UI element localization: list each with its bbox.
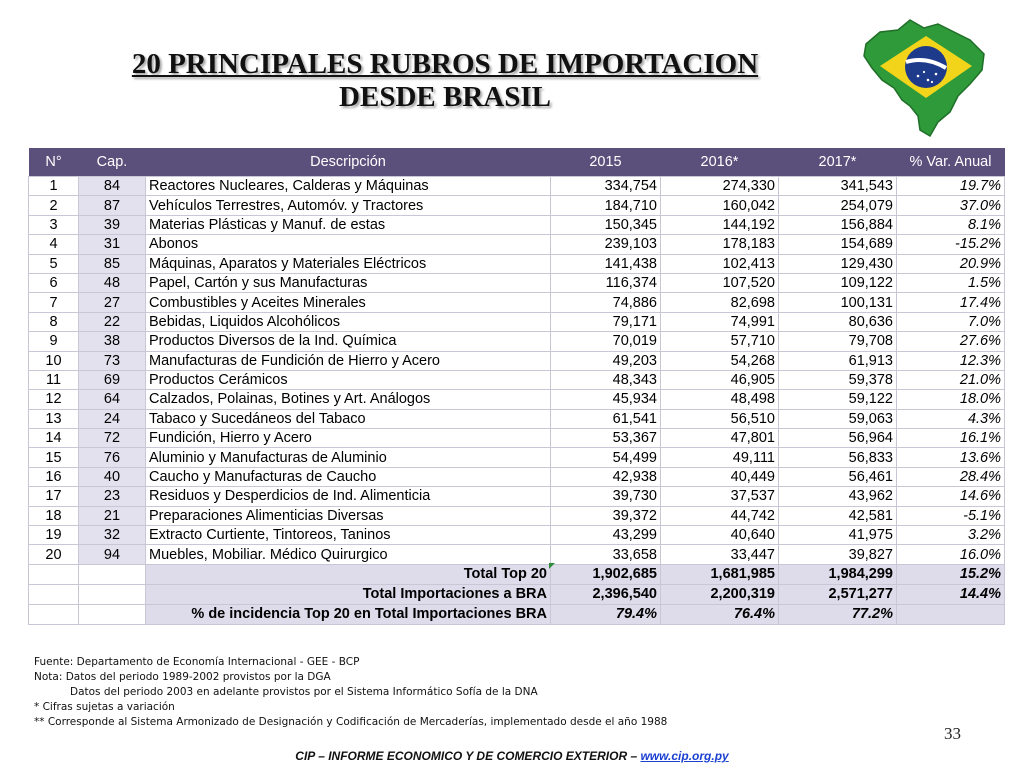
- summary-label: % de incidencia Top 20 en Total Importaciones BRA: [146, 604, 551, 624]
- row-2015: 334,754: [551, 177, 661, 196]
- row-cap: 94: [79, 545, 146, 564]
- table-row: [29, 390, 1005, 409]
- row-var: 8.1%: [897, 215, 1005, 234]
- header-2015: 2015: [551, 148, 661, 177]
- row-description: Vehículos Terrestres, Automóv. y Tractores: [146, 196, 551, 215]
- summary-2017: 77.2%: [779, 604, 897, 624]
- row-2016: 49,111: [661, 448, 779, 467]
- row-2016: 274,330: [661, 177, 779, 196]
- row-2016: 82,698: [661, 293, 779, 312]
- flag-star: [923, 71, 925, 73]
- row-2017: 80,636: [779, 312, 897, 331]
- row-cap: 40: [79, 467, 146, 486]
- row-2016: 47,801: [661, 429, 779, 448]
- row-cap: 38: [79, 332, 146, 351]
- row-var: 12.3%: [897, 351, 1005, 370]
- note-dna: Datos del periodo 2003 en adelante provistos por el Sistema Informático Sofía de la DNA: [70, 686, 538, 698]
- page-number: 33: [944, 724, 961, 743]
- row-2015: 70,019: [551, 332, 661, 351]
- summary-label: Total Top 20: [146, 564, 551, 584]
- row-2016: 48,498: [661, 390, 779, 409]
- row-cap: 32: [79, 526, 146, 545]
- row-var: -15.2%: [897, 235, 1005, 254]
- row-number: 9: [29, 332, 79, 351]
- footer: [0, 749, 1024, 763]
- row-description: Residuos y Desperdicios de Ind. Alimenticia: [146, 487, 551, 506]
- summary-var: 14.4%: [897, 584, 1005, 604]
- row-2017: 129,430: [779, 254, 897, 273]
- row-2017: 43,962: [779, 487, 897, 506]
- table-row: [29, 273, 1005, 292]
- row-2015: 54,499: [551, 448, 661, 467]
- row-number: 8: [29, 312, 79, 331]
- row-var: 19.7%: [897, 177, 1005, 196]
- summary-blank: [79, 604, 146, 624]
- row-cap: 73: [79, 351, 146, 370]
- table-row: [29, 254, 1005, 273]
- header-2016: 2016*: [661, 148, 779, 177]
- imports-table: [28, 148, 1005, 625]
- title-line-2: DESDE BRASIL: [339, 81, 551, 113]
- row-cap: 39: [79, 215, 146, 234]
- row-2017: 341,543: [779, 177, 897, 196]
- row-number: 7: [29, 293, 79, 312]
- summary-blank: [79, 584, 146, 604]
- row-var: 1.5%: [897, 273, 1005, 292]
- summary-var: 15.2%: [897, 564, 1005, 584]
- footer-text: CIP – INFORME ECONOMICO Y DE COMERCIO EXTERIOR –: [295, 749, 641, 763]
- table-header-row: [29, 148, 1005, 177]
- summary-2015: 79.4%: [551, 604, 661, 624]
- title-line-1: 20 PRINCIPALES RUBROS DE IMPORTACION: [131, 48, 759, 80]
- row-2016: 33,447: [661, 545, 779, 564]
- footer-link[interactable]: www.cip.org.py: [640, 749, 729, 763]
- row-description: Abonos: [146, 235, 551, 254]
- row-cap: 69: [79, 370, 146, 389]
- row-description: Materias Plásticas y Manuf. de estas: [146, 215, 551, 234]
- summary-2015: 1,902,685: [551, 564, 661, 584]
- row-number: 4: [29, 235, 79, 254]
- row-2015: 53,367: [551, 429, 661, 448]
- row-description: Tabaco y Sucedáneos del Tabaco: [146, 409, 551, 428]
- header-cap: Cap.: [79, 148, 146, 177]
- row-description: Extracto Curtiente, Tintoreos, Taninos: [146, 526, 551, 545]
- table-row: [29, 370, 1005, 389]
- row-cap: 87: [79, 196, 146, 215]
- row-2015: 61,541: [551, 409, 661, 428]
- row-var: 7.0%: [897, 312, 1005, 331]
- row-cap: 48: [79, 273, 146, 292]
- brazil-map-flag-icon: [858, 14, 990, 142]
- row-cap: 22: [79, 312, 146, 331]
- row-cap: 27: [79, 293, 146, 312]
- row-number: 14: [29, 429, 79, 448]
- row-var: 4.3%: [897, 409, 1005, 428]
- row-description: Productos Cerámicos: [146, 370, 551, 389]
- row-number: 17: [29, 487, 79, 506]
- row-var: 37.0%: [897, 196, 1005, 215]
- row-2015: 42,938: [551, 467, 661, 486]
- row-2015: 239,103: [551, 235, 661, 254]
- row-2017: 56,461: [779, 467, 897, 486]
- table-row: [29, 177, 1005, 196]
- row-description: Calzados, Polainas, Botines y Art. Análogos: [146, 390, 551, 409]
- row-description: Reactores Nucleares, Calderas y Máquinas: [146, 177, 551, 196]
- row-number: 3: [29, 215, 79, 234]
- row-description: Bebidas, Liquidos Alcohólicos: [146, 312, 551, 331]
- row-var: 20.9%: [897, 254, 1005, 273]
- row-number: 12: [29, 390, 79, 409]
- row-2015: 45,934: [551, 390, 661, 409]
- row-2017: 56,964: [779, 429, 897, 448]
- table-row: [29, 409, 1005, 428]
- row-cap: 76: [79, 448, 146, 467]
- table-row: [29, 235, 1005, 254]
- row-number: 18: [29, 506, 79, 525]
- row-2017: 154,689: [779, 235, 897, 254]
- flag-star: [917, 75, 920, 78]
- row-2015: 48,343: [551, 370, 661, 389]
- row-2017: 254,079: [779, 196, 897, 215]
- row-cap: 85: [79, 254, 146, 273]
- row-2017: 42,581: [779, 506, 897, 525]
- summary-2016: 76.4%: [661, 604, 779, 624]
- row-cap: 21: [79, 506, 146, 525]
- row-2017: 79,708: [779, 332, 897, 351]
- row-2016: 40,640: [661, 526, 779, 545]
- row-number: 5: [29, 254, 79, 273]
- row-var: 3.2%: [897, 526, 1005, 545]
- row-2017: 61,913: [779, 351, 897, 370]
- row-number: 11: [29, 370, 79, 389]
- header-2017: 2017*: [779, 148, 897, 177]
- row-2017: 109,122: [779, 273, 897, 292]
- row-2015: 79,171: [551, 312, 661, 331]
- row-var: 16.0%: [897, 545, 1005, 564]
- table-row: [29, 545, 1005, 564]
- row-2015: 43,299: [551, 526, 661, 545]
- table-row: [29, 467, 1005, 486]
- row-2016: 40,449: [661, 467, 779, 486]
- row-2015: 39,372: [551, 506, 661, 525]
- row-number: 6: [29, 273, 79, 292]
- row-2016: 74,991: [661, 312, 779, 331]
- row-2015: 33,658: [551, 545, 661, 564]
- table-row: [29, 487, 1005, 506]
- row-cap: 84: [79, 177, 146, 196]
- row-2017: 59,378: [779, 370, 897, 389]
- row-2016: 37,537: [661, 487, 779, 506]
- row-var: 17.4%: [897, 293, 1005, 312]
- summary-blank: [29, 604, 79, 624]
- row-var: 14.6%: [897, 487, 1005, 506]
- header-num: N°: [29, 148, 79, 177]
- row-var: -5.1%: [897, 506, 1005, 525]
- row-2015: 39,730: [551, 487, 661, 506]
- flag-star: [927, 79, 930, 82]
- summary-blank: [29, 584, 79, 604]
- row-number: 15: [29, 448, 79, 467]
- note-double-asterisk: ** Corresponde al Sistema Armonizado de Designación y Codificación de Mercaderías, implementado desde el año 1988: [34, 716, 668, 728]
- row-description: Aluminio y Manufacturas de Aluminio: [146, 448, 551, 467]
- row-number: 16: [29, 467, 79, 486]
- row-cap: 23: [79, 487, 146, 506]
- summary-2016: 1,681,985: [661, 564, 779, 584]
- row-2016: 56,510: [661, 409, 779, 428]
- table-row: [29, 526, 1005, 545]
- row-number: 19: [29, 526, 79, 545]
- summary-2017: 2,571,277: [779, 584, 897, 604]
- row-description: Caucho y Manufacturas de Caucho: [146, 467, 551, 486]
- summary-blank: [29, 564, 79, 584]
- page-title: [60, 48, 830, 114]
- note-asterisk: * Cifras sujetas a variación: [34, 701, 175, 713]
- row-description: Preparaciones Alimenticias Diversas: [146, 506, 551, 525]
- row-cap: 72: [79, 429, 146, 448]
- summary-2016: 2,200,319: [661, 584, 779, 604]
- row-2017: 41,975: [779, 526, 897, 545]
- note-source: Fuente: Departamento de Economía Internacional - GEE - BCP: [34, 656, 360, 668]
- flag-star: [935, 73, 938, 76]
- summary-row-total-top20: [29, 564, 1005, 584]
- row-var: 18.0%: [897, 390, 1005, 409]
- row-2016: 107,520: [661, 273, 779, 292]
- summary-label: Total Importaciones a BRA: [146, 584, 551, 604]
- row-2015: 74,886: [551, 293, 661, 312]
- row-description: Manufacturas de Fundición de Hierro y Acero: [146, 351, 551, 370]
- summary-row-incidence: [29, 604, 1005, 624]
- flag-star: [931, 81, 933, 83]
- summary-2015: 2,396,540: [551, 584, 661, 604]
- row-2016: 144,192: [661, 215, 779, 234]
- row-2015: 141,438: [551, 254, 661, 273]
- table-row: [29, 312, 1005, 331]
- source-notes: [34, 655, 667, 730]
- row-2015: 184,710: [551, 196, 661, 215]
- table-row: [29, 293, 1005, 312]
- row-2015: 49,203: [551, 351, 661, 370]
- row-number: 13: [29, 409, 79, 428]
- summary-2017: 1,984,299: [779, 564, 897, 584]
- row-2016: 54,268: [661, 351, 779, 370]
- row-var: 27.6%: [897, 332, 1005, 351]
- row-2017: 100,131: [779, 293, 897, 312]
- row-2016: 44,742: [661, 506, 779, 525]
- header-desc: Descripción: [146, 148, 551, 177]
- row-2016: 46,905: [661, 370, 779, 389]
- row-2016: 178,183: [661, 235, 779, 254]
- row-number: 1: [29, 177, 79, 196]
- cell-comment-marker: [549, 563, 555, 569]
- row-var: 16.1%: [897, 429, 1005, 448]
- table-row: [29, 448, 1005, 467]
- summary-blank: [79, 564, 146, 584]
- row-var: 21.0%: [897, 370, 1005, 389]
- row-cap: 31: [79, 235, 146, 254]
- row-2017: 39,827: [779, 545, 897, 564]
- table-row: [29, 351, 1005, 370]
- summary-row-total-imports: [29, 584, 1005, 604]
- note-dga: Nota: Datos del periodo 1989-2002 provistos por la DGA: [34, 671, 331, 683]
- row-number: 10: [29, 351, 79, 370]
- table-row: [29, 429, 1005, 448]
- row-number: 20: [29, 545, 79, 564]
- row-description: Máquinas, Aparatos y Materiales Eléctricos: [146, 254, 551, 273]
- table-row: [29, 196, 1005, 215]
- row-2017: 59,122: [779, 390, 897, 409]
- table-row: [29, 506, 1005, 525]
- summary-var: [897, 604, 1005, 624]
- table-row: [29, 332, 1005, 351]
- row-2017: 59,063: [779, 409, 897, 428]
- row-description: Fundición, Hierro y Acero: [146, 429, 551, 448]
- header-var: % Var. Anual: [897, 148, 1005, 177]
- row-2015: 116,374: [551, 273, 661, 292]
- row-2017: 156,884: [779, 215, 897, 234]
- row-2016: 102,413: [661, 254, 779, 273]
- row-description: Combustibles y Aceites Minerales: [146, 293, 551, 312]
- row-description: Muebles, Mobiliar. Médico Quirurgico: [146, 545, 551, 564]
- row-2015: 150,345: [551, 215, 661, 234]
- row-var: 28.4%: [897, 467, 1005, 486]
- row-2016: 160,042: [661, 196, 779, 215]
- row-description: Productos Diversos de la Ind. Química: [146, 332, 551, 351]
- row-description: Papel, Cartón y sus Manufacturas: [146, 273, 551, 292]
- row-2016: 57,710: [661, 332, 779, 351]
- row-var: 13.6%: [897, 448, 1005, 467]
- row-cap: 24: [79, 409, 146, 428]
- table-row: [29, 215, 1005, 234]
- row-2017: 56,833: [779, 448, 897, 467]
- row-number: 2: [29, 196, 79, 215]
- row-cap: 64: [79, 390, 146, 409]
